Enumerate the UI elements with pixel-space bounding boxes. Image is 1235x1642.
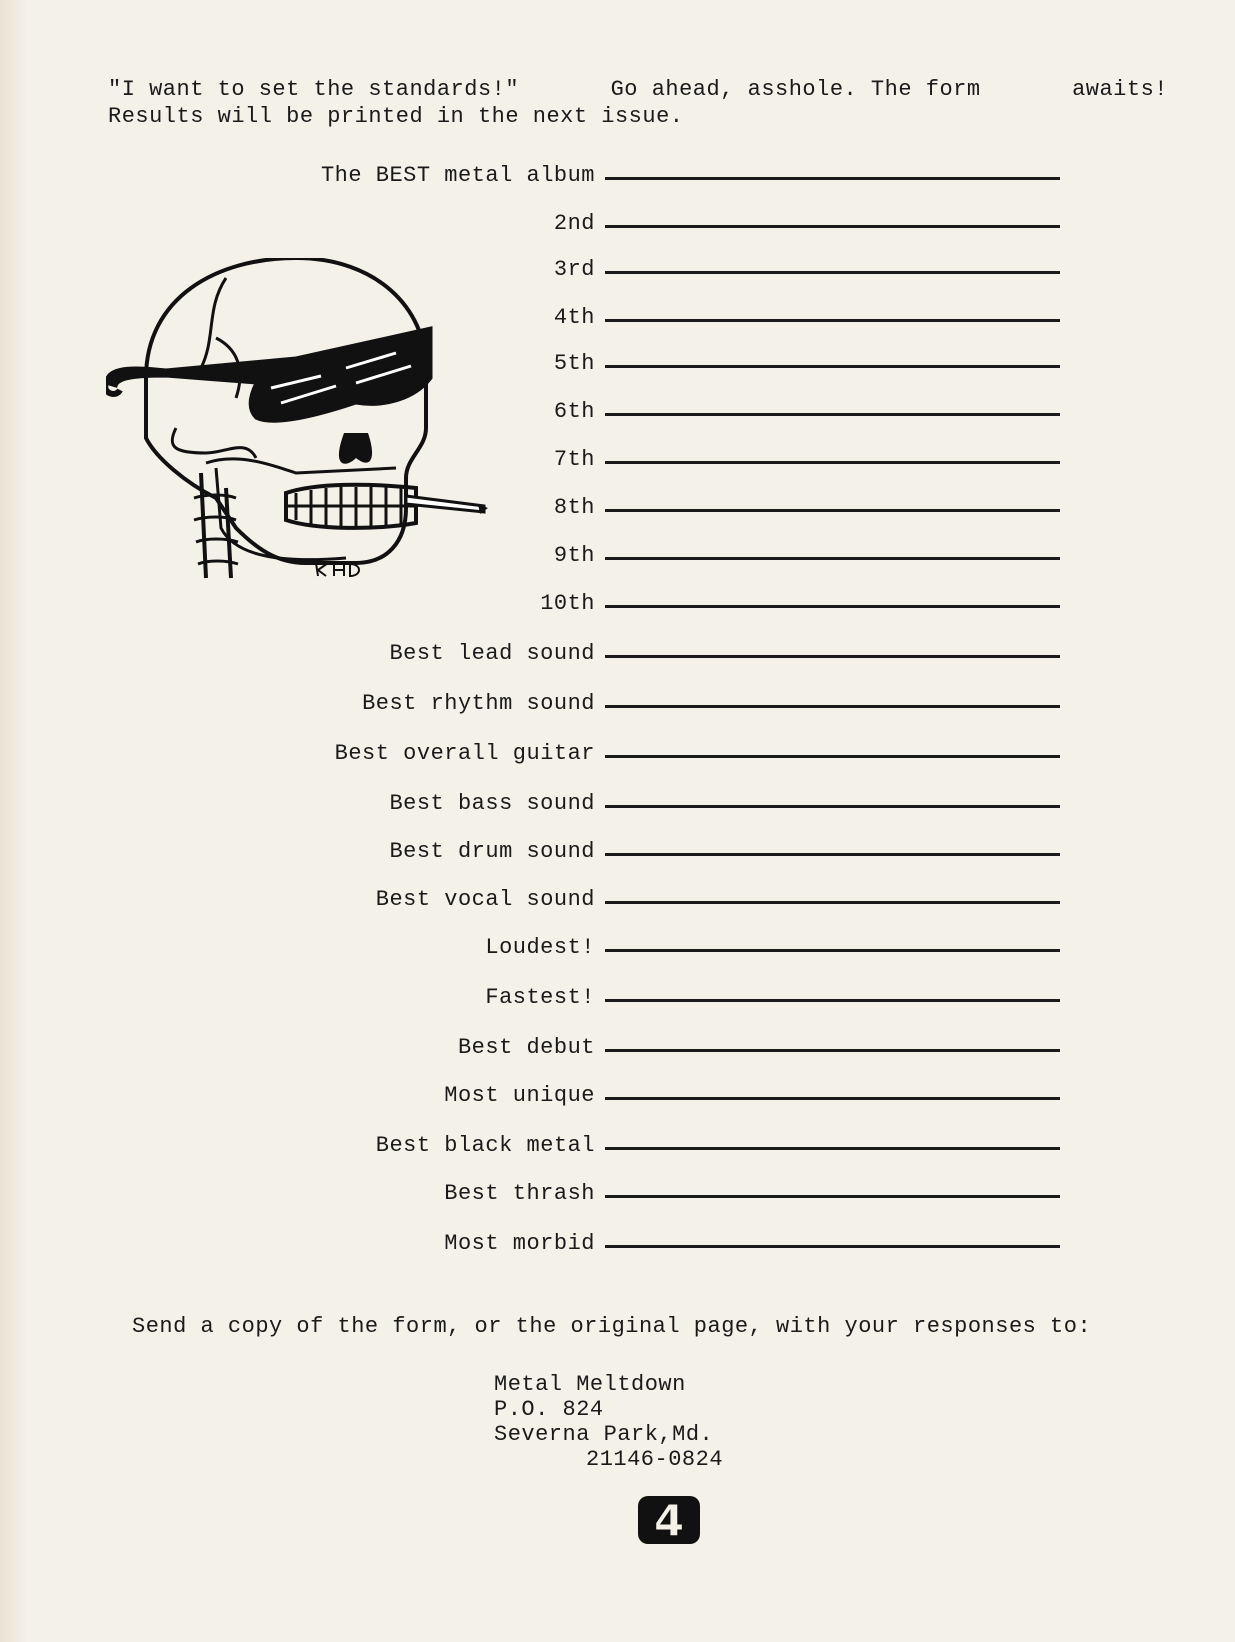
form-answer-blank[interactable]: [605, 1245, 1060, 1248]
form-answer-blank[interactable]: [605, 705, 1060, 708]
form-row: [100, 252, 1060, 282]
form-row: [100, 882, 1060, 912]
form-row-label: 5th: [553, 351, 595, 376]
form-answer-blank[interactable]: [605, 271, 1060, 274]
form-row-label: Best rhythm sound: [362, 691, 595, 716]
form-answer-blank[interactable]: [605, 605, 1060, 608]
form-row-label: Fastest!: [485, 985, 595, 1010]
send-instructions: Send a copy of the form, or the original page, with your responses to:: [132, 1314, 1092, 1339]
form-answer-blank[interactable]: [605, 949, 1060, 952]
form-row: [100, 1226, 1060, 1256]
form-row-label: Loudest!: [485, 935, 595, 960]
form-row-label: 2nd: [553, 211, 595, 236]
form-row-label: Best debut: [457, 1035, 595, 1060]
address-zip: 21146-0824: [586, 1447, 724, 1472]
form-row-label: Best overall guitar: [334, 741, 595, 766]
form-row: [100, 834, 1060, 864]
form-row-label: 10th: [540, 591, 595, 616]
form-row-label: 8th: [553, 495, 595, 520]
intro-go-ahead: Go ahead, asshole. The form: [610, 77, 981, 102]
form-row-label: Best thrash: [444, 1181, 595, 1206]
form-answer-blank[interactable]: [605, 557, 1060, 560]
form-answer-blank[interactable]: [605, 319, 1060, 322]
mailing-address: [494, 1372, 723, 1472]
form-answer-blank[interactable]: [605, 1195, 1060, 1198]
form-row: [100, 1030, 1060, 1060]
address-po: P.O. 824: [494, 1397, 604, 1422]
form-row: [100, 394, 1060, 424]
form-answer-blank[interactable]: [605, 177, 1060, 180]
form-row: [100, 1128, 1060, 1158]
form-row-label: The BEST metal album: [320, 163, 595, 188]
form-row-label: 7th: [553, 447, 595, 472]
form-row: [100, 636, 1060, 666]
page-number-text: 4: [653, 1496, 685, 1547]
page-number: [636, 1490, 702, 1550]
form-row-label: Best lead sound: [389, 641, 595, 666]
form-row: [100, 1078, 1060, 1108]
form-answer-blank[interactable]: [605, 461, 1060, 464]
form-answer-blank[interactable]: [605, 805, 1060, 808]
address-city: Severna Park,Md.: [494, 1422, 714, 1447]
form-answer-blank[interactable]: [605, 413, 1060, 416]
form-row-label: Best drum sound: [389, 839, 595, 864]
form-row: [100, 490, 1060, 520]
form-answer-blank[interactable]: [605, 853, 1060, 856]
intro-awaits: awaits!: [1072, 77, 1168, 102]
form-row: [100, 1176, 1060, 1206]
form-row: [100, 586, 1060, 616]
form-answer-blank[interactable]: [605, 365, 1060, 368]
address-name: Metal Meltdown: [494, 1372, 686, 1397]
form-row: [100, 206, 1060, 236]
form-answer-blank[interactable]: [605, 225, 1060, 228]
form-row: [100, 980, 1060, 1010]
form-answer-blank[interactable]: [605, 755, 1060, 758]
form-row-label: Best black metal: [375, 1133, 595, 1158]
form-row-label: 6th: [553, 399, 595, 424]
intro-line-2: Results will be printed in the next issue.: [108, 104, 684, 129]
form-row: [100, 442, 1060, 472]
form-answer-blank[interactable]: [605, 1147, 1060, 1150]
form-row: [100, 686, 1060, 716]
page-binding-edge: [0, 0, 28, 1642]
form-row: [100, 300, 1060, 330]
form-row-label: Most morbid: [444, 1231, 595, 1256]
form-row-label: Best vocal sound: [375, 887, 595, 912]
form-row: [100, 786, 1060, 816]
intro-quote: "I want to set the standards!": [108, 77, 520, 102]
form-row: [100, 158, 1060, 188]
form-answer-blank[interactable]: [605, 1097, 1060, 1100]
form-answer-blank[interactable]: [605, 999, 1060, 1002]
form-row-label: Most unique: [444, 1083, 595, 1108]
form-row-label: 3rd: [553, 257, 595, 282]
form-row-label: 4th: [553, 305, 595, 330]
form-row-label: 9th: [553, 543, 595, 568]
intro-line-1: [108, 76, 1168, 103]
form-answer-blank[interactable]: [605, 655, 1060, 658]
form-row: [100, 346, 1060, 376]
form-row: [100, 736, 1060, 766]
intro-text: [108, 76, 1168, 130]
form-answer-blank[interactable]: [605, 901, 1060, 904]
form-row: [100, 538, 1060, 568]
form-row: [100, 930, 1060, 960]
form-answer-blank[interactable]: [605, 509, 1060, 512]
form-answer-blank[interactable]: [605, 1049, 1060, 1052]
form-row-label: Best bass sound: [389, 791, 595, 816]
